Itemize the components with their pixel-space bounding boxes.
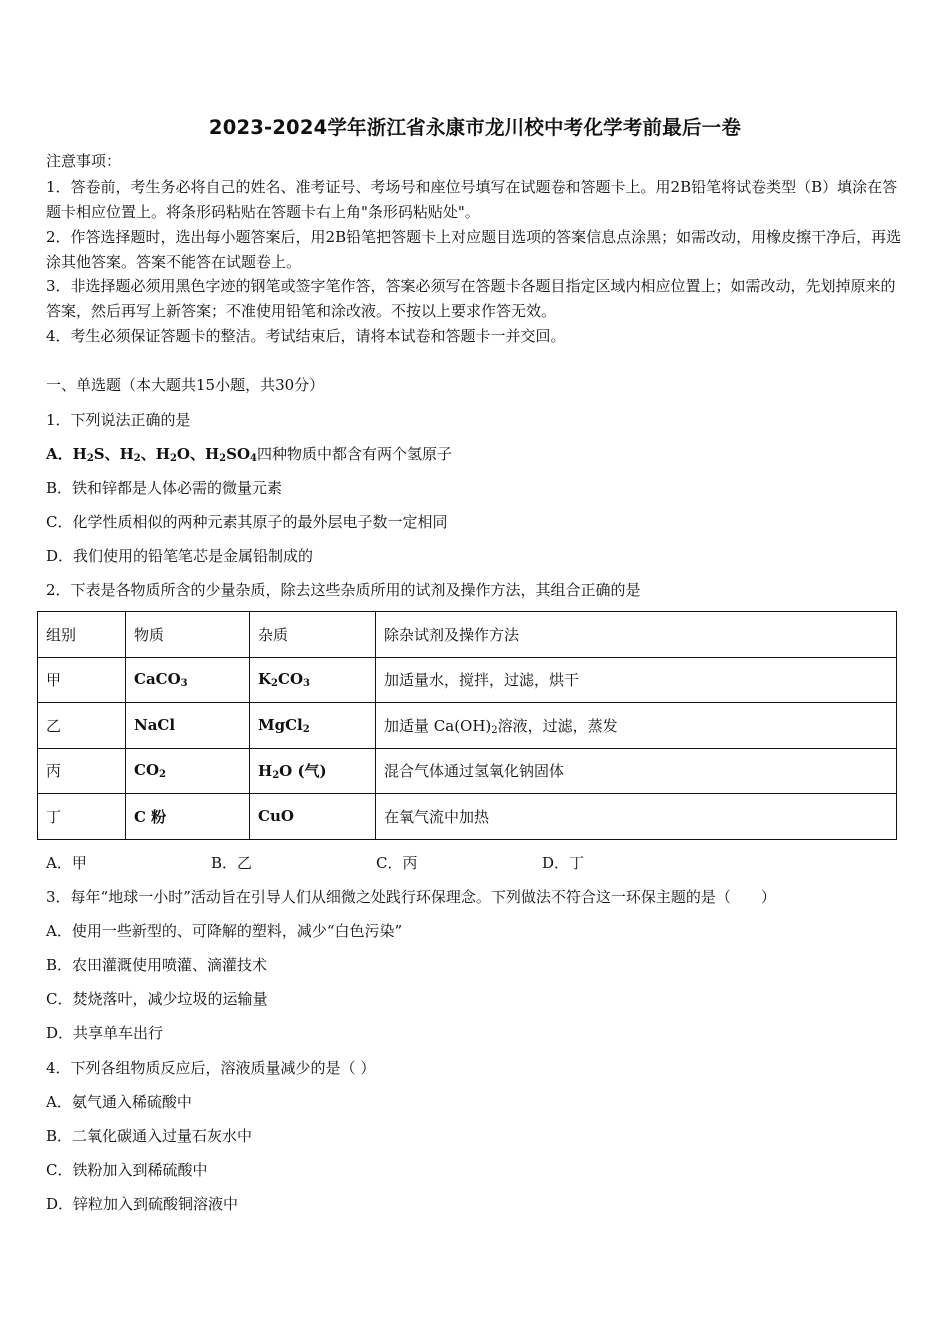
q2-option-a: A．甲 [46,854,87,872]
table-row [38,748,897,794]
q2-option-d: D．丁 [542,854,585,872]
q1-option-d: D．我们使用的铅笔笔芯是金属铅制成的 [46,547,314,565]
method-cell: 加适量 $Ca(OH)_2$溶液，过滤，蒸发 [376,703,897,749]
q1-option-a: A．$H_2S$、$H_2$、$H_2O$、$H_2SO_4$四种物质中都含有两个氢原子 [46,445,453,464]
table-header-row [38,612,897,658]
impurity-cell: $K_2CO_3$ [250,657,376,703]
header-cell: 杂质 [250,612,376,658]
substance-cell: CaCO$_3$ [126,657,250,703]
q3-stem: 3．每年“地球一小时”活动旨在引导人们从细微之处践行环保理念。下列做法不符合这一环保主题的是（ ） [46,888,776,906]
q4-option-b: B．二氧化碳通入过量石灰水中 [46,1127,253,1145]
q4-stem: 4．下列各组物质反应后，溶液质量减少的是（ ） [46,1059,376,1077]
q2-option-c: C．丙 [376,854,418,872]
method-cell: 混合气体通过氢氧化钠固体 [376,748,897,794]
notice-heading: 注意事项： [46,152,122,170]
q1-stem: 1．下列说法正确的是 [46,411,191,429]
table-row [38,794,897,840]
group-cell: 丙 [38,748,126,794]
impurity-cell: CuO [250,794,376,840]
method-cell: 加适量水，搅拌，过滤，烘干 [376,657,897,703]
section-heading: 一、单选题（本大题共15小题，共30分） [46,376,325,394]
group-cell: 甲 [38,657,126,703]
substance-cell: NaCl [126,703,250,749]
q1-option-c: C．化学性质相似的两种元素其原子的最外层电子数一定相同 [46,513,448,531]
impurity-cell: MgCl$_2$ [250,703,376,749]
q2-table [37,611,897,840]
exam-title: 2023-2024学年浙江省永康市龙川校中考化学考前最后一卷 [208,116,742,139]
header-cell: 组别 [38,612,126,658]
q1-option-b: B．铁和锌都是人体必需的微量元素 [46,479,283,497]
group-cell: 丁 [38,794,126,840]
q4-option-d: D．锌粒加入到硫酸铜溶液中 [46,1195,239,1213]
q4-option-a: A．氨气通入稀硫酸中 [46,1093,192,1111]
q3-option-c: C．焚烧落叶，减少垃圾的运输量 [46,990,268,1008]
q3-option-a: A．使用一些新型的、可降解的塑料，减少“白色污染” [46,922,403,940]
q2-option-b: B．乙 [211,854,253,872]
q3-option-b: B．农田灌溉使用喷灌、滴灌技术 [46,956,268,974]
header-cell: 除杂试剂及操作方法 [376,612,897,658]
notice-item-4: 4．考生必须保证答题卡的整洁。考试结束后，请将本试卷和答题卡一并交回。 [46,327,566,345]
impurity-cell: $H_2O$ (气) [250,748,376,794]
substance-cell: C 粉 [126,794,250,840]
q3-option-d: D．共享单车出行 [46,1024,164,1042]
group-cell: 乙 [38,703,126,749]
q2-stem: 2．下表是各物质所含的少量杂质，除去这些杂质所用的试剂及操作方法，其组合正确的是 [46,581,641,599]
header-cell: 物质 [126,612,250,658]
table-row [38,703,897,749]
method-cell: 在氧气流中加热 [376,794,897,840]
table-row [38,657,897,703]
substance-cell: $CO_2$ [126,748,250,794]
notice-item-3: 3．非选择题必须用黑色字迹的钢笔或签字笔作答，答案必须写在答题卡各题目指定区域内相应位置上；如需改动，先划掉原来的答案，然后再写上新答案；不准使用铅笔和涂改液。不按以上要求作答无效。 [46,277,896,320]
notice-item-1: 1．答卷前，考生务必将自己的姓名、准考证号、考场号和座位号填写在试题卷和答题卡上。用2B铅笔将试卷类型（B）填涂在答题卡相应位置上。将条形码粘贴在答题卡右上角"条形码粘贴处"。 [46,178,898,221]
notice-item-2: 2．作答选择题时，选出每小题答案后，用2B铅笔把答题卡上对应题目选项的答案信息点涂黑；如需改动，用橡皮擦干净后，再选涂其他答案。答案不能答在试题卷上。 [46,228,902,271]
q4-option-c: C．铁粉加入到稀硫酸中 [46,1161,208,1179]
